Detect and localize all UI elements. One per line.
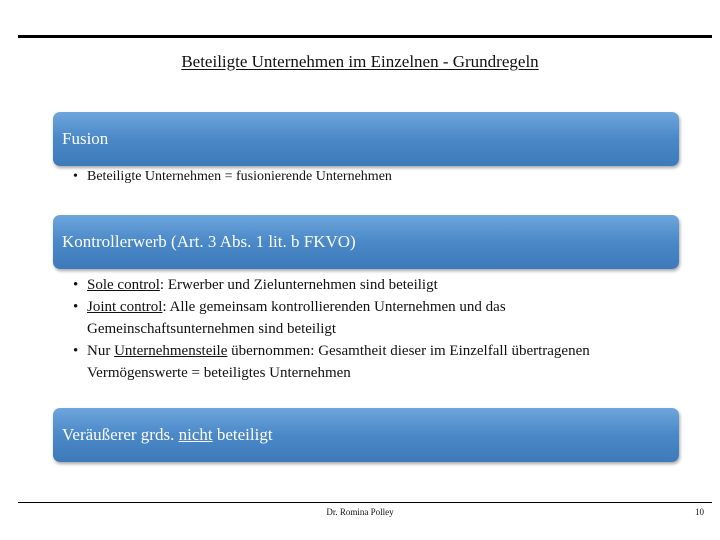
- heading-part: Veräußerer grds.: [62, 425, 179, 444]
- fusion-bullet-list: [73, 166, 673, 188]
- footer-rule: [18, 502, 712, 503]
- bullet-icon: •: [73, 169, 78, 184]
- section-heading-fusion-text: Fusion: [62, 129, 109, 148]
- bullet-text: : Erwerber und Zielunternehmen sind beteiligt: [159, 277, 438, 293]
- page-number: 10: [695, 507, 704, 517]
- page-title: Beteiligte Unternehmen im Einzelnen - Grundregeln: [181, 52, 539, 71]
- heading-emphasis: nicht: [178, 425, 213, 444]
- section-heading-kontrollerwerb: [53, 215, 679, 269]
- bullet-text: Beteiligte Unternehmen = fusionierende Unternehmen: [87, 169, 392, 184]
- bullet-icon: •: [73, 299, 79, 315]
- bullet-icon: •: [73, 343, 79, 359]
- top-rule: [18, 35, 712, 38]
- bullet-term: Unternehmensteile: [114, 343, 228, 359]
- bullet-icon: •: [73, 277, 79, 293]
- heading-part: beteiligt: [212, 425, 273, 444]
- list-item: [73, 296, 673, 340]
- bullet-text: : Alle gemeinsam kontrollierenden Unternehmen und das Gemeinschaftsunternehmen sind beteiligt: [87, 299, 506, 337]
- list-item: [73, 274, 673, 296]
- section-heading-veraeusserer: [53, 408, 679, 462]
- section-heading-fusion: [53, 112, 679, 166]
- bullet-term: Sole control: [87, 277, 160, 293]
- list-item: [73, 340, 673, 384]
- bullet-term: Joint control: [87, 299, 163, 315]
- bullet-prefix: Nur: [87, 343, 115, 359]
- bullet-text: übernommen: Gesamtheit dieser im Einzelfall übertragenen Vermögenswerte = beteiligtes Unternehmen: [87, 343, 590, 381]
- list-item: [73, 166, 673, 188]
- kontrollerwerb-bullet-list: [73, 274, 673, 384]
- footer-author: Dr. Romina Polley: [326, 507, 394, 517]
- section-heading-kontrollerwerb-text: Kontrollerwerb (Art. 3 Abs. 1 lit. b FKVO): [62, 232, 356, 251]
